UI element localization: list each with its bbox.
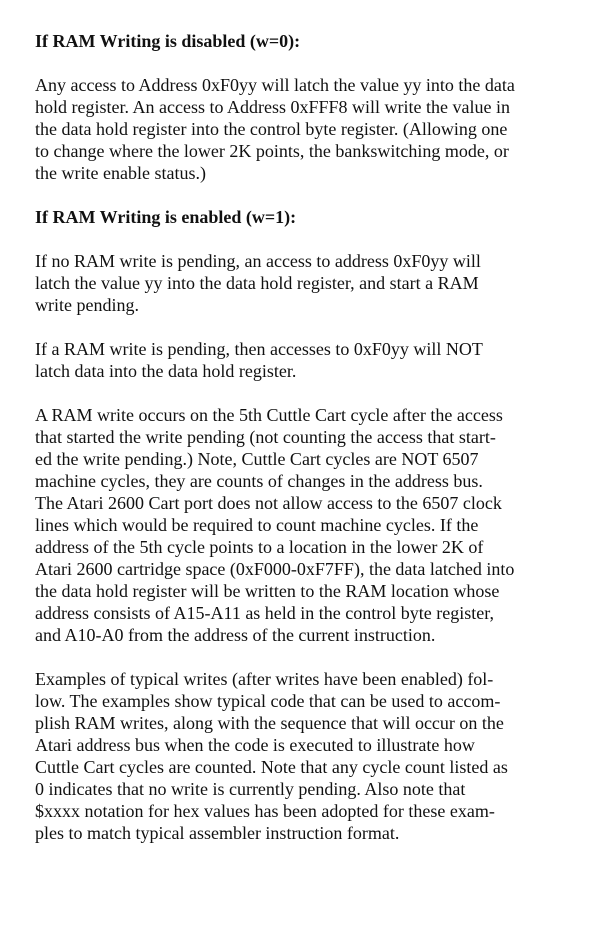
text-line: $xxxx notation for hex values has been adopted for these exam- [35, 801, 495, 821]
text-line: latch data into the data hold register. [35, 361, 297, 381]
text-line: latch the value yy into the data hold register, and start a RAM [35, 273, 479, 293]
paragraph-ram-write-timing [35, 404, 575, 646]
text-line: and A10-A0 from the address of the current instruction. [35, 625, 436, 645]
text-line: write pending. [35, 295, 139, 315]
text-line: address consists of A15-A11 as held in the control byte register, [35, 603, 495, 623]
text-line: If no RAM write is pending, an access to address 0xF0yy will [35, 251, 481, 271]
text-line: Any access to Address 0xF0yy will latch the value yy into the data [35, 75, 515, 95]
text-line: lines which would be required to count machine cycles. If the [35, 515, 479, 535]
paragraph-write-pending [35, 338, 575, 382]
text-line: ples to match typical assembler instruction format. [35, 823, 400, 843]
text-line: address of the 5th cycle points to a location in the lower 2K of [35, 537, 484, 557]
text-line: The Atari 2600 Cart port does not allow access to the 6507 clock [35, 493, 502, 513]
document-page [35, 30, 575, 866]
text-line: the data hold register will be written to the RAM location whose [35, 581, 500, 601]
section-heading-ram-writing-enabled: If RAM Writing is enabled (w=1): [35, 207, 297, 227]
text-line: to change where the lower 2K points, the bankswitching mode, or [35, 141, 509, 161]
text-line: the write enable status.) [35, 163, 206, 183]
text-line: machine cycles, they are counts of changes in the address bus. [35, 471, 483, 491]
text-line: Examples of typical writes (after writes have been enabled) fol- [35, 669, 494, 689]
paragraph-write-examples [35, 668, 575, 844]
text-line: plish RAM writes, along with the sequence that will occur on the [35, 713, 504, 733]
text-line: Cuttle Cart cycles are counted. Note that any cycle count listed as [35, 757, 508, 777]
text-line: that started the write pending (not counting the access that start- [35, 427, 496, 447]
section-heading-ram-writing-disabled: If RAM Writing is disabled (w=0): [35, 31, 301, 51]
text-line: ed the write pending.) Note, Cuttle Cart cycles are NOT 6507 [35, 449, 479, 469]
text-line: the data hold register into the control byte register. (Allowing one [35, 119, 508, 139]
text-line: If a RAM write is pending, then accesses to 0xF0yy will NOT [35, 339, 483, 359]
paragraph-disabled-description [35, 74, 575, 184]
paragraph-no-write-pending [35, 250, 575, 316]
text-line: A RAM write occurs on the 5th Cuttle Cart cycle after the access [35, 405, 503, 425]
text-line: Atari 2600 cartridge space (0xF000-0xF7FF), the data latched into [35, 559, 515, 579]
text-line: Atari address bus when the code is executed to illustrate how [35, 735, 475, 755]
text-line: hold register. An access to Address 0xFFF8 will write the value in [35, 97, 510, 117]
text-line: low. The examples show typical code that can be used to accom- [35, 691, 501, 711]
text-line: 0 indicates that no write is currently pending. Also note that [35, 779, 466, 799]
